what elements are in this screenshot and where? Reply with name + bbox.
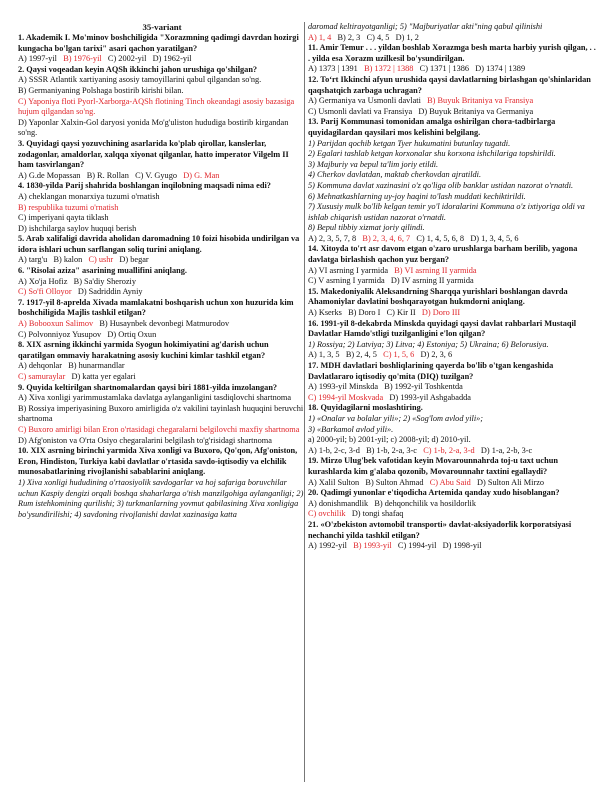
question-text: 7. 1917-yil 8-aprelda Xivada mamlakatni boshqarish uchun xon huzurida kim boshchiligida Majlis tashkil etilgan? (18, 297, 294, 318)
text-line: 3) Majburiy va bepul ta'lim joriy etildi. (308, 159, 439, 169)
correct-answer-option: C) 1, 5, 6 (383, 350, 415, 360)
question-text: 8. XIX asrning ikkinchi yarmida Syogun hokimiyatini ag'darish uchun qaratilgan ommaviy harakatning asosiy kuchini kimlar tashkil etgan? (18, 340, 269, 360)
answer-option: A) 1992-yil (308, 541, 347, 551)
text-line: 1) Parijdan qochib ketgan Tyer hukumatini butunlay tugatdi. (308, 138, 511, 148)
text-line: 1) «Onalar va bolalar yili»; 2) «Sog'lom avlod yili»; (308, 413, 484, 423)
text-line: A) cheklangan monarxiya tuzumi o'rnatish (18, 191, 160, 201)
column-divider (304, 22, 305, 782)
question-text: 1. Akademik I. Mo'minov boshchiligida "Xorazmning qadimgi davrdan hozirgi kungacha bo'lgan tarixi" asari qachon yaratilgan? (18, 33, 299, 53)
answer-options (18, 54, 306, 65)
answer-option: A) Germaniya va Usmonli davlati (308, 96, 421, 106)
answer-option: A) Xalil Sulton (308, 477, 360, 487)
correct-answer-option: B) Buyuk Britaniya va Fransiya (427, 96, 534, 106)
answer-option: A) 1-b, 2-c, 3-d (308, 445, 360, 455)
answer-option: D) IV asrning II yarmida (390, 276, 474, 286)
text-line: 1) Rossiya; 2) Latviya; 3) Litva; 4) Estoniya; 5) Ukraina; 6) Belorusiya. (308, 339, 549, 349)
answer-option: B) 2, 3 (337, 32, 361, 42)
answer-option: B) Doro I (348, 308, 381, 318)
text-line: daromad keltirayotganligi; 5) "Majburiyatlar akti"ning qabul qilinishi (308, 22, 543, 31)
answer-option: A) 1997-yil (18, 54, 57, 64)
correct-answer-option: B) 1372 | 1388 (364, 64, 414, 74)
answer-option: A) VI asrning I yarmida (308, 265, 389, 275)
text-line: D) Afg'oniston va O'rta Osiyo chegaralarini belgilash to'g'risidagi shartnoma (18, 435, 272, 445)
answer-option: A) G.de Mopassan (18, 170, 81, 180)
answer-options (18, 277, 306, 288)
question-text: 13. Parij Kommunasi tomonidan amalga oshirilgan chora-tadbirlarga quyidagilardan qaysilari mos kelishini belgilang. (308, 117, 556, 137)
answer-option: D) 2, 3, 6 (420, 350, 453, 360)
answer-option: B) Sulton Ahmad (365, 477, 424, 487)
answer-option: D) begar (119, 255, 149, 265)
answer-option: C) 1371 | 1386 (419, 64, 470, 74)
answer-option: D) 1374 | 1389 (475, 64, 526, 74)
answer-option: A) Xo'ja Hofiz (18, 276, 68, 286)
answer-option: B) 2, 4, 5 (345, 350, 377, 360)
answer-option: C) 2002-yil (107, 54, 147, 64)
answer-option: C) Usmonli davlati va Fransiya (308, 106, 413, 116)
answer-options (308, 234, 596, 245)
answer-options (18, 319, 306, 330)
correct-answer-option: C) So'fi Olloyor (18, 287, 72, 297)
answer-option: D) Buyuk Britaniya va Germaniya (418, 106, 534, 116)
text-line: 8) Bepul tibbiy xizmat joriy qilindi. (308, 223, 425, 233)
text-line: 3) «Barkamol avlod yili». (308, 424, 394, 434)
answer-option: A) targ'u (18, 255, 48, 265)
text-line: A) Xiva xonligi yarimmustamlaka davlatga aylanganligini tasdiqlovchi shartnoma (18, 393, 292, 403)
text-line: 1) Xiva xonligi hududining o'rtaosiyolik savdogarlar va hoj safariga boruvchilar uchun Kaspiy dengizi orqali boshqa shaharlarga o'tish manzilgohiga aylanganligi; 2) Rum istehkomining qurilishi; 3) turkmanlarning yovmut qabilasining Xiva xonligiga bo'ysundirilishi; 4) savdoning rivojlanishi davlat xazinasiga katta (18, 477, 304, 519)
answer-option: B) hunarmandlar (68, 361, 125, 371)
left-column (18, 22, 306, 520)
answer-options (308, 350, 596, 361)
answer-option: B) kalon (53, 255, 83, 265)
correct-answer-option: D) G. Man (183, 170, 220, 180)
answer-options (308, 96, 596, 107)
question-text: 3. Quyidagi qaysi yozuvchining asarlarida ko'plab qirollar, kanslerlar, zodagonlar, amaldorlar, xalqqa xiyonat qilganlar, hatto imperator Vilgelm II ham tasvirlangan? (18, 138, 289, 170)
text-line: 6) Mehnatkashlarning uy-joy haqini to'lash muddati kechiktirildi. (308, 191, 526, 201)
answer-option: D) 1-a, 2-b, 3-c (480, 445, 533, 455)
text-line: D) Yaponlar Xalxin-Gol daryosi yonida Mo'g'uliston hududiga bostirib kirgandan so'ng. (18, 117, 289, 138)
answer-option: C) Polvonniyoz Yusupov (18, 329, 102, 339)
exam-page (18, 22, 596, 782)
question-text: 4. 1830-yilda Parij shahrida boshlangan inqilobning maqsadi nima edi? (18, 181, 271, 191)
answer-option: A) 1373 | 1391 (308, 64, 358, 74)
question-text: 10. XIX asrning birinchi yarmida Xiva xonligi va Buxoro, Qo'qon, Afg'oniston, Eron, Hindiston, Turkiya kabi davlatlar o'rtasida savdo-iqtisodiy va elchilik munosabatlarining rivojlanishi sabablarini aniqlang. (18, 446, 298, 477)
answer-option: D) Ortiq Oxun (107, 329, 157, 339)
correct-answer-option: C) ovchilik (308, 509, 346, 519)
answer-option: B) Sa'diy Sheroziy (73, 276, 136, 286)
answer-options (308, 446, 596, 457)
answer-option: A) 1, 3, 5 (308, 350, 340, 360)
correct-answer-option: C) 1994-yil Moskvada (308, 392, 384, 402)
answer-option: A) dehqonlar (18, 361, 63, 371)
question-text: 9. Quyida keltirilgan shartnomalardan qaysi biri 1881-yilda imzolangan? (18, 382, 278, 392)
question-text: 2. Qaysi voqeadan keyin AQSh ikkinchi jahon urushiga qo'shilgan? (18, 64, 258, 74)
variant-title: 35-variant (142, 22, 182, 32)
question-text: 15. Makedoniyalik Aleksandrning Sharqqa yurishlari boshlangan davrda Ahamoniylar davlatini boshqarayotgan hukmdorni aniqlang. (308, 286, 568, 307)
answer-options (18, 171, 306, 182)
answer-option: D) 1962-yil (152, 54, 192, 64)
answer-option: C) 1994-yil (397, 541, 437, 551)
answer-option: A) donishmandlik (308, 498, 369, 508)
answer-option: B) dehqonchilik va hosildorlik (374, 498, 477, 508)
text-line: B) Rossiya imperiyasining Buxoro amirligida o'z vakilini tayinlash huquqini beruvchi shartnoma (18, 403, 304, 424)
answer-option: C) Kir II (386, 308, 416, 318)
text-line: C) imperiyani qayta tiklash (18, 213, 109, 223)
answer-options (18, 372, 306, 383)
answer-option: A) Kserks (308, 308, 342, 318)
answer-options (18, 287, 306, 298)
answer-option: C) 1, 4, 5, 6, 8 (416, 233, 465, 243)
text-line: 2) Egalari tashlab ketgan korxonalar shu korxona ishchilariga topshirildi. (308, 149, 556, 159)
answer-option: C) V. Gyugo (135, 170, 177, 180)
answer-option: B) 1-b, 2-a, 3-c (366, 445, 417, 455)
correct-answer-option: B) 2, 3, 4, 6, 7 (362, 233, 411, 243)
text-line: A) SSSR Atlantik xartiyaning asosiy tamoyillarini qabul qilgandan so'ng. (18, 75, 262, 85)
question-text: 6. "Risolai aziza" asarining muallifini aniqlang. (18, 266, 187, 276)
answer-option: B) R. Rollan (86, 170, 129, 180)
answer-options (18, 330, 306, 341)
answer-options (308, 64, 596, 75)
answer-options (308, 107, 596, 118)
answer-options (18, 361, 306, 372)
correct-answer-line: C) Yaponiya floti Pyorl-Xarborga-AQSh flotining Tinch okeandagi asosiy bazasiga hujum qilgandan so'ng. (18, 96, 295, 117)
text-line: 5) Kommuna davlat xazinasini o'z qo'liga olib banklar ustidan nazorat o'rnatdi. (308, 180, 574, 190)
correct-answer-option: B) 1976-yil (63, 54, 102, 64)
answer-options (308, 382, 596, 393)
answer-options (308, 509, 596, 520)
correct-answer-option: B) VI asrning II yarmida (394, 265, 477, 275)
question-text: 17. MDH davlatlari boshliqlarining qayerda bo'lib o'tgan kengashida Davlatlararo iqtisodiy qo'mita (DIQ) tuzilgan? (308, 361, 554, 381)
answer-option: A) 1993-yil Minskda (308, 382, 379, 392)
answer-option: D) 1998-yil (442, 541, 482, 551)
text-line: a) 2000-yil; b) 2001-yil; c) 2008-yil; d) 2010-yil. (308, 435, 471, 445)
correct-answer-option: A) 1, 4 (308, 32, 332, 42)
answer-option: C) V asrning I yarmida (308, 276, 385, 286)
text-line: B) Germaniyaning Polshaga bostirib kirishi bilan. (18, 85, 184, 95)
answer-option: D) 1993-yil Ashgabadda (389, 392, 471, 402)
correct-answer-option: C) Abu Said (429, 477, 471, 487)
answer-option: D) katta yer egalari (71, 372, 136, 381)
question-text: 21. «O'zbekiston avtomobil transporti» davlat-aksiyadorlik korporatsiyasi nechanchi yilda tashkil etilgan? (308, 519, 572, 540)
answer-options (308, 499, 596, 510)
correct-answer-option: A) Bobooxun Salimov (18, 319, 94, 329)
correct-answer-option: C) samuraylar (18, 372, 66, 381)
answer-option: B) Husaynbek devonbegi Matmurodov (99, 319, 230, 329)
correct-answer-line: B) respublika tuzumi o'rnatish (18, 202, 119, 212)
question-text: 11. Amir Temur . . . yildan boshlab Xorazmga besh marta harbiy yurish qilgan, . . . yilda esa Xorazm uzilkesil bo'ysundirilgan. (308, 43, 596, 63)
text-line: D) ishchilarga saylov huquqi berish (18, 223, 137, 233)
answer-option: A) 2, 3, 5, 7, 8 (308, 233, 357, 243)
answer-option: D) 1, 3, 4, 5, 6 (470, 233, 519, 243)
answer-options (308, 266, 596, 277)
answer-option: D) 1, 2 (395, 32, 419, 42)
text-line: 4) Cherkov davlatdan, maktab cherkovdan ajratildi. (308, 170, 482, 180)
right-column (308, 22, 596, 552)
answer-option: D) tongi shafaq (351, 509, 404, 519)
answer-options (308, 308, 596, 319)
correct-answer-option: D) Doro III (421, 308, 461, 318)
answer-option: B) 1992-yil Toshkentda (384, 382, 463, 392)
answer-options (18, 255, 306, 266)
text-line: 7) Xususiy mulk bo'lib kelgan temir yo'l idoralarini Kommuna o'z ixtiyoriga oldi va ishlab chiqarish ustidan nazorat o'rnatdi. (308, 202, 585, 222)
question-text: 18. Quyidagilarni moslashtiring. (308, 403, 423, 413)
answer-options (308, 541, 596, 552)
question-text: 12. Toʻrt Ikkinchi afyun urushida qaysi davlatlarning birlashgan qo'shinlaridan qaqshatqich zarbaga uchragan? (308, 74, 591, 95)
correct-answer-line: C) Buxoro amirligi bilan Eron o'rtasidagi chegaralarni belgilovchi maxfiy shartnoma (18, 424, 300, 434)
question-text: 16. 1991-yil 8-dekabrda Minskda quyidagi qaysi davlat rahbarlari Mustaqil Davlatlar Hamdo'stligi tuzilganligini e'lon qilgan? (308, 318, 577, 339)
answer-options (308, 478, 596, 489)
question-text: 14. Xitoyda to'rt asr davom etgan o'zaro urushlarga barham berilib, yagona davlatga birlashish qachon yuz bergan? (308, 244, 578, 265)
correct-answer-option: B) 1993-yil (353, 541, 392, 551)
question-text: 5. Arab xalifaligi davrida aholidan daromadning 10 foizi hisobida undirilgan va idora ishlari uchun sarflangan soliq turini aniqlang. (18, 234, 300, 254)
question-text: 20. Qadimgi yunonlar e'tiqodicha Artemida qanday xudo hisoblangan? (308, 488, 560, 498)
question-text: 19. Mirzo Ulug'bek vafotidan keyin Movarounnahrda toj-u taxt uchun kurashlarda kim g'alaba qozonib, Movarounnahr taxtini egallaydi? (308, 456, 558, 476)
answer-option: C) 4, 5 (366, 32, 390, 42)
correct-answer-option: C) ushr (88, 255, 114, 265)
correct-answer-option: C) 1-b, 2-a, 3-d (423, 445, 475, 455)
answer-options (308, 276, 596, 287)
answer-option: D) Sulton Ali Mirzo (477, 477, 545, 487)
answer-option: D) Sadriddin Ayniy (77, 287, 143, 297)
answer-options (308, 393, 596, 404)
answer-options (308, 33, 596, 44)
